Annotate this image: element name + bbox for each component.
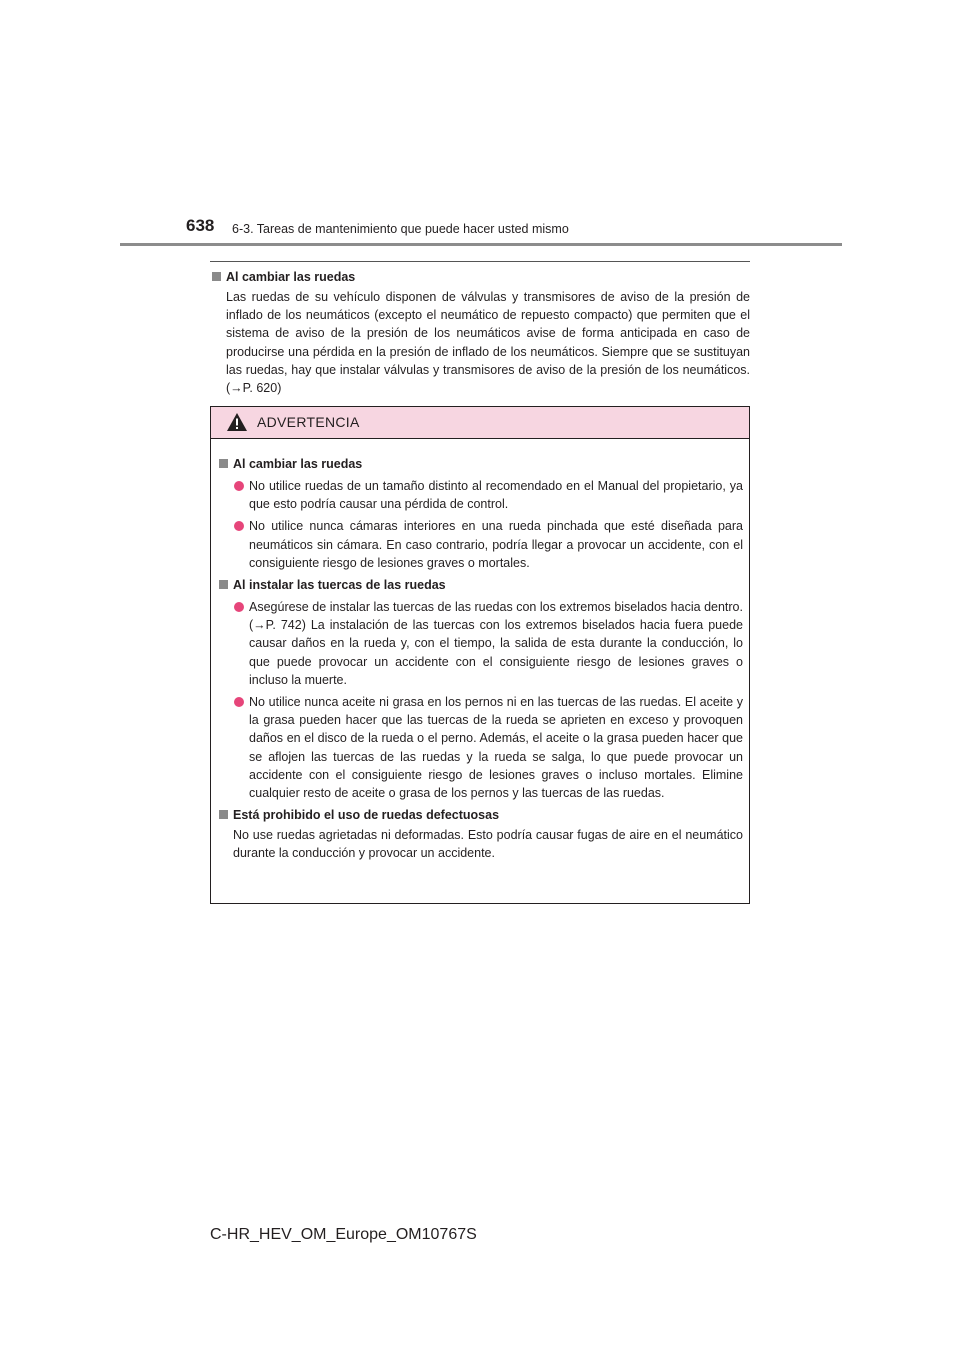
warning-header <box>211 407 749 439</box>
pink-dot-icon <box>234 697 244 707</box>
warning-paragraph: No use ruedas agrietadas ni deformadas. Esto podría causar fugas de aire en el neumático durante la conducción y provocar un accidente. <box>233 828 743 861</box>
warning-heading <box>217 455 743 473</box>
section-title: 6-3. Tareas de mantenimiento que puede hacer usted mismo <box>232 222 569 236</box>
warning-body <box>211 439 749 863</box>
warning-triangle-icon <box>226 412 248 432</box>
section-block <box>210 268 750 397</box>
warning-heading-text: Está prohibido el uso de ruedas defectuosas <box>233 808 500 823</box>
warning-bullet <box>217 693 743 802</box>
warning-bullet-text: No utilice ruedas de un tamaño distinto al recomendado en el Manual del propietario, ya que esto podría causar una pérdida de control. <box>249 479 743 512</box>
gray-square-icon <box>212 272 221 281</box>
header-rule <box>120 243 842 246</box>
gray-square-icon <box>219 810 228 819</box>
warning-bullet-text: No utilice nunca cámaras interiores en una rueda pinchada que esté diseñada para neumáticos sin cámara. En caso contrario, podría llegar a provocar un accidente, con el consiguiente riesgo de lesiones graves o mortales. <box>249 519 743 570</box>
pink-dot-icon <box>234 481 244 491</box>
page-header <box>0 0 960 250</box>
page-number: 638 <box>186 216 215 235</box>
warning-bullet <box>217 517 743 572</box>
gray-square-icon <box>219 459 228 468</box>
content-divider <box>210 261 750 262</box>
warning-bullet-text: Asegúrese de instalar las tuercas de las ruedas con los extremos biselados hacia dentro. (→P. 742) La instalación de las tuercas con los extremos biselados hacia fuera puede causar daños en la rueda y, con el tiempo, la salida de esta durante la conducción, lo que puede provocar un accidente con el consiguiente riesgo de lesiones graves o incluso la muerte. <box>249 600 743 687</box>
warning-heading <box>217 576 743 594</box>
warning-heading-text: Al cambiar las ruedas <box>233 457 363 471</box>
warning-bullet-text: No utilice nunca aceite ni grasa en los pernos ni en las tuercas de las ruedas. El aceite y la grasa pueden hacer que las tuercas de la rueda se aprieten en exceso y provoquen daños en el disco de la rueda o el perno. Además, el aceite o la grasa pueden hacer que se aflojen las tuercas de las ruedas y la rueda se salga, lo que puede provocar un accidente con el consiguiente riesgo de lesiones graves o incluso mortales. Elimine cualquier resto de aceite o grasa de los pernos y las tuercas de las ruedas. <box>249 695 743 801</box>
warning-bullet <box>217 598 743 689</box>
pink-dot-icon <box>234 521 244 531</box>
section-heading <box>210 268 750 286</box>
warning-title: ADVERTENCIA <box>257 414 360 430</box>
warning-heading <box>217 806 743 824</box>
warning-heading-text: Al instalar las tuercas de las ruedas <box>233 578 446 593</box>
gray-square-icon <box>219 580 228 589</box>
pink-dot-icon <box>234 602 244 612</box>
warning-bullet <box>217 477 743 513</box>
document-code: C-HR_HEV_OM_Europe_OM10767S <box>210 1226 477 1243</box>
section-heading-text: Al cambiar las ruedas <box>226 270 356 284</box>
section-paragraph: Las ruedas de su vehículo disponen de válvulas y transmisores de aviso de la presión de inflado de los neumáticos (excepto el neumático de repuesto compacto) que permiten que el sistema de aviso de la presión de los neumáticos avise de forma anticipada en caso de producirse una pérdida en la presión de inflado de los neumáticos. Siempre que se sustituyan las ruedas, hay que instalar válvulas y transmisores de aviso de la presión de los neumáticos. (→P. 620) <box>226 290 750 396</box>
warning-box <box>210 406 750 904</box>
